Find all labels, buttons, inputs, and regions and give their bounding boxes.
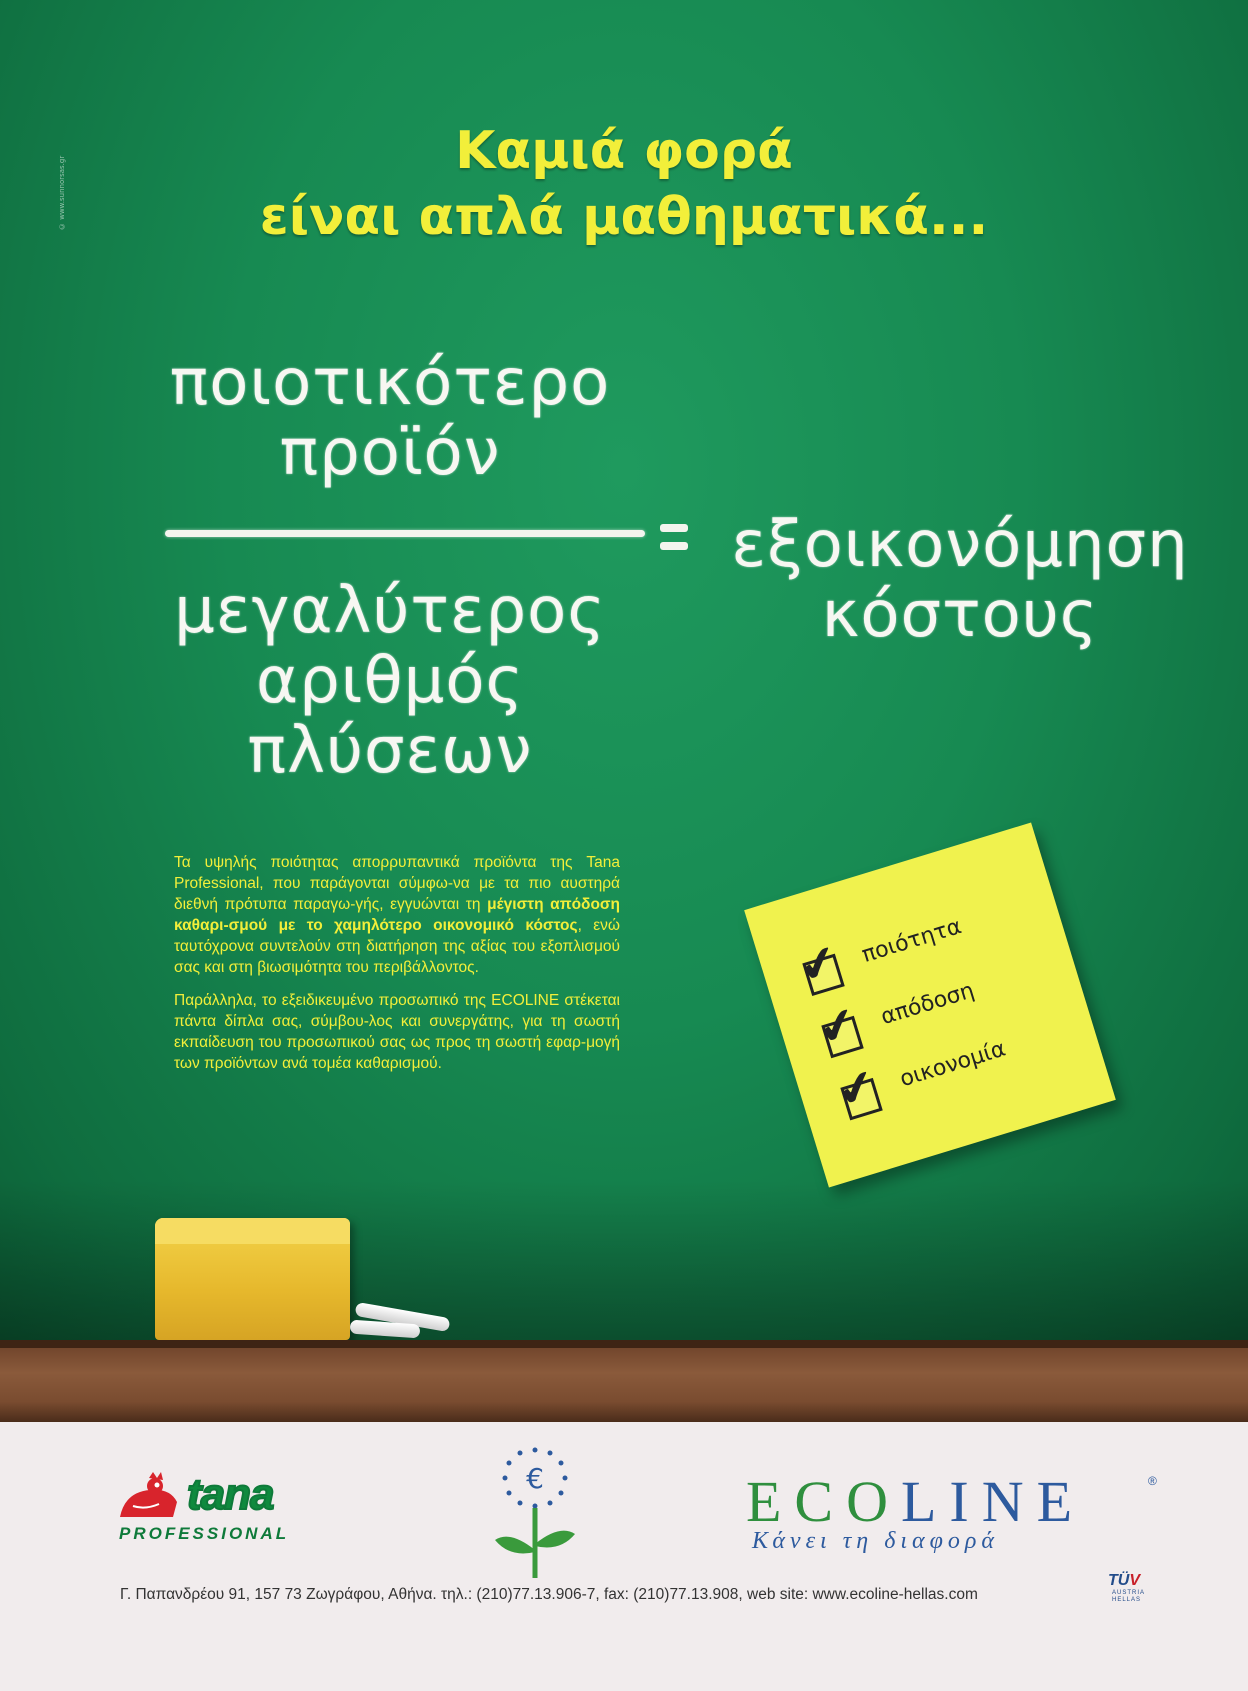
frog-mascot-icon: [115, 1472, 185, 1522]
registered-mark: ®: [1148, 1474, 1157, 1488]
tuv-subtitle: [1112, 1590, 1145, 1604]
chalkboard-ledge-edge: [0, 1340, 1248, 1348]
tuv-austria-hellas-logo: [1108, 1572, 1158, 1606]
body-p1-start: Τα υψηλής ποιότητας απορρυπαντικά προϊόντα της Tana Professional, που παράγονται σύμφω-να με τα πιο αυστηρά διεθνή πρότυπα παραγω-γής, εγγυώνται τη: [174, 854, 620, 913]
equals-bar-top: [660, 524, 688, 532]
eraser-sponge: [155, 1218, 350, 1340]
body-p1-end: , ενώ ταυτόχρονα συντελούν στη διατήρηση της αξίας του εξοπλισμού σας και στη βιωσιμότητα του περιβάλλοντος.: [174, 917, 621, 976]
checkmark-icon: ✔: [792, 932, 845, 996]
photo-credit: © www.sunnorsas.gr: [58, 155, 66, 230]
equals-sign: [660, 520, 688, 554]
contact-info: Γ. Παπανδρέου 91, 157 73 Ζωγράφου, Αθήνα. τηλ.: (210)77.13.906-7, fax: (210)77.13.908, web site: www.ecoline-hellas.com: [120, 1586, 978, 1603]
tuv-wordmark: [1108, 1572, 1140, 1590]
checklist-label: απόδοση: [878, 978, 978, 1031]
ecolabel-euro-symbol: €: [526, 1462, 544, 1495]
ecoline-wordmark-eco: ECO: [746, 1469, 901, 1534]
tuv-wordmark-tu: TÜ: [1108, 1572, 1130, 1589]
body-paragraph-2: Παράλληλα, το εξειδικευμένο προσωπικό της ECOLINE στέκεται πάντα δίπλα σας, σύμβου-λος και συνεργάτης, για τη σωστή εκπαίδευση του προσωπικού σας ως προς τη σωστή εφαρ-μογή των προϊόντων ανά τομέα καθαρισμού.: [174, 992, 620, 1072]
checklist-label: ποιότητα: [859, 914, 965, 968]
headline-line-1: Καμιά φορά: [455, 121, 793, 181]
tuv-subtitle-line-1: AUSTRIA: [1112, 1590, 1146, 1596]
eu-ecolabel-flower-icon: [480, 1440, 590, 1580]
fraction-bar: [165, 530, 645, 537]
denominator-line-3: πλύσεων: [247, 714, 533, 788]
ecoline-wordmark-line: LINE: [901, 1469, 1086, 1534]
result-line-2: κόστους: [821, 578, 1099, 652]
eraser-sponge-top: [155, 1218, 350, 1244]
checkmark-icon: ✔: [830, 1056, 883, 1120]
body-copy: [174, 852, 620, 1086]
ecoline-wordmark: [746, 1468, 1085, 1535]
tana-wordmark: tana: [187, 1470, 274, 1519]
equation-denominator: [140, 576, 640, 786]
equals-bar-bottom: [660, 542, 688, 550]
equation-numerator: [120, 348, 660, 488]
tuv-wordmark-v: V: [1129, 1572, 1140, 1589]
ecoline-logo: [740, 1468, 1160, 1558]
checkmark-icon: ✔: [811, 994, 864, 1058]
result-line-1: εξοικονόμηση: [731, 508, 1189, 582]
denominator-line-2: αριθμός: [255, 644, 525, 718]
denominator-line-1: μεγαλύτερος: [174, 574, 606, 648]
equation-result: [700, 510, 1220, 650]
body-p1-bold: μέγιστη απόδοση καθαρι-σμού με το χαμηλότερο οικονομικό κόστος: [174, 896, 620, 934]
tana-subtitle: PROFESSIONAL: [119, 1524, 290, 1543]
checklist-label: οικονομία: [897, 1036, 1009, 1093]
tana-professional-logo: [115, 1466, 305, 1546]
ecoline-tagline: Κάνει τη διαφορά: [752, 1528, 1000, 1554]
numerator-line-2: προϊόν: [279, 416, 501, 490]
tuv-subtitle-line-2: HELLAS: [1112, 1597, 1142, 1603]
numerator-line-1: ποιοτικότερο: [169, 346, 611, 420]
headline-line-2: είναι απλά μαθηματικά...: [259, 187, 989, 247]
body-paragraph-1: [174, 852, 620, 978]
chalkboard-ledge: [0, 1340, 1248, 1422]
headline: [0, 118, 1248, 250]
